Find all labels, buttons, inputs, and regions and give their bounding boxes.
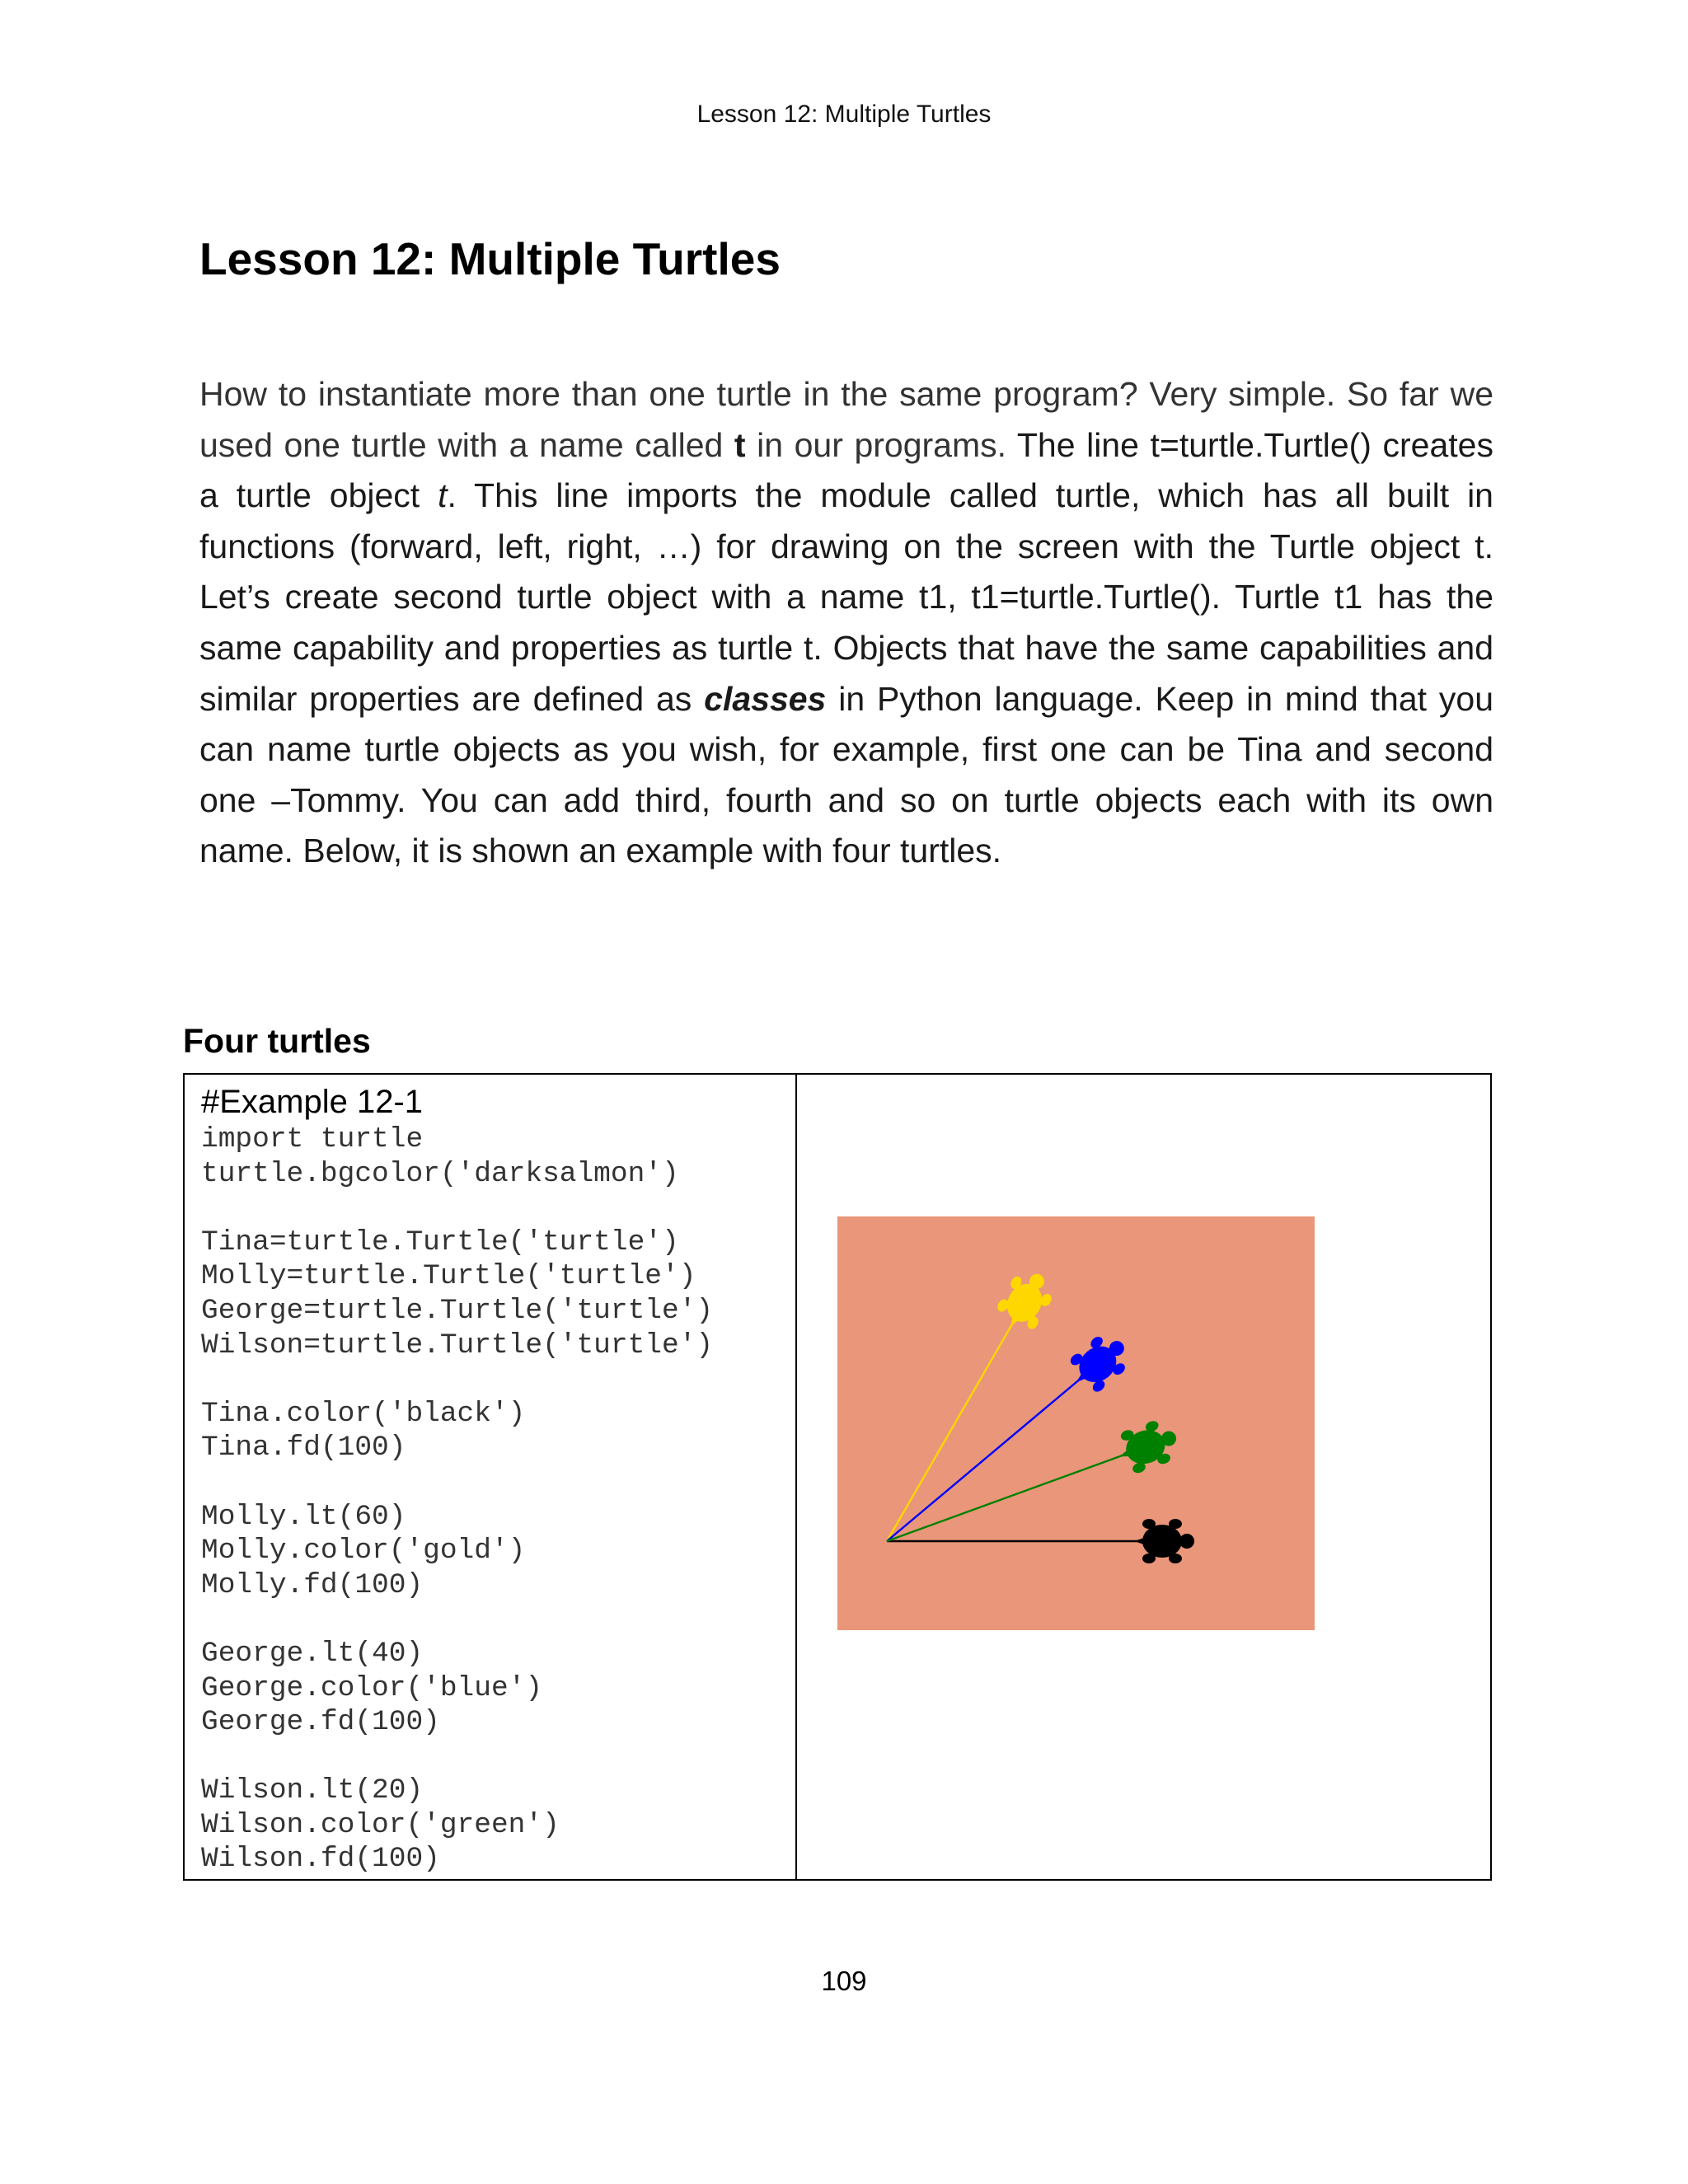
running-header: Lesson 12: Multiple Turtles: [696, 101, 992, 128]
intro-text-4: . This line imports the module called turtle, which has all built in functions (forward, left, right, …) for drawing on the screen with the Turtle object t. Let’s create second turtle object with a name t1, t1=turtle.Turtle(). Turtle t1 has the same capability and properties as turtle t. Objects that have the same capabilities and similar properties are defined as: [199, 476, 1493, 718]
code-block: import turtle turtle.bgcolor('darksalmon') Tina=turtle.Turtle('turtle') Molly=turtle.Turtle('turtle') George=turtle.Turtle('turtle') Wilson=turtle.Turtle('turtle') Tina.color('black') Tina.fd(100) Molly.lt(60) Molly.color('gold') Molly.fd(100) George.lt(40) George.color('blue') George.fd(100) Wilson.lt(20) Wilson.color('green') Wilson.fd(100): [201, 1123, 714, 1876]
example-table: [183, 1073, 1492, 1881]
canvas-background: [837, 1216, 1315, 1630]
section-heading: Four turtles: [183, 1022, 371, 1060]
intro-text-2: in our programs.: [745, 425, 1007, 464]
intro-text-3: The line t=turtle.Turtle() creates a turtle object: [199, 425, 1493, 515]
intro-italic-t: t: [438, 476, 448, 515]
intro-bold-t: t: [734, 425, 746, 464]
code-cell: [185, 1075, 797, 1879]
intro-text-1: How to instantiate more than one turtle in the same program? Very simple. So far we used one turtle with a name called: [199, 375, 1493, 464]
intro-text-5: in Python language. Keep in mind that you can name turtle objects as you wish, for example, first one can be Tina and second one –Tommy. You can add third, fourth and so on turtle objects each with its own name. Below, it is shown an example with four turtles.: [199, 679, 1493, 870]
example-label: #Example 12-1: [201, 1084, 424, 1120]
page-number: 109: [821, 1966, 867, 1996]
page-title: Lesson 12: Multiple Turtles: [199, 233, 781, 284]
intro-paragraph: [199, 369, 1493, 877]
turtle-output-canvas: [837, 1216, 1315, 1630]
intro-classes-term: classes: [704, 679, 827, 718]
output-cell: [797, 1075, 1490, 1879]
